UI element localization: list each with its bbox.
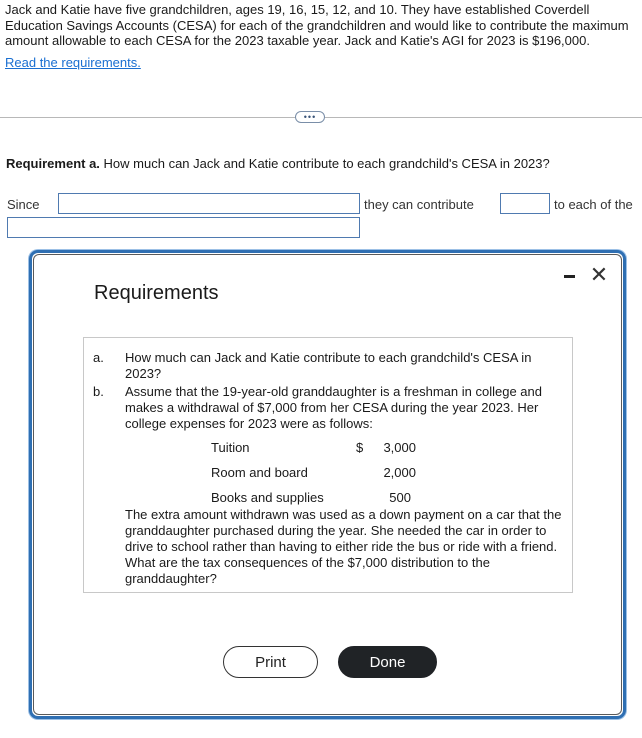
contribute-label: they can contribute	[364, 197, 474, 212]
expense-row	[211, 490, 411, 506]
expense-row	[211, 465, 416, 481]
requirements-list	[83, 337, 573, 593]
each-of-the-label: to each of the	[554, 197, 633, 212]
answer-field-reason[interactable]	[58, 193, 360, 214]
expense-amount: 2,000	[383, 465, 416, 480]
item-b-text: Assume that the 19-year-old granddaughter is a freshman in college and makes a withdrawal of $7,000 from her CESA during the year 2023. Her college expenses for 2023 were as follows:	[125, 384, 542, 431]
print-button[interactable]: Print	[223, 646, 318, 678]
expense-label: Books and supplies	[211, 490, 324, 505]
expense-label: Room and board	[211, 465, 308, 480]
minimize-icon[interactable]	[560, 266, 578, 284]
expense-currency: $	[356, 440, 364, 455]
answer-field-amount[interactable]	[500, 193, 550, 214]
expense-row	[211, 440, 416, 456]
dialog-title: Requirements	[94, 282, 219, 304]
close-icon[interactable]: ✕	[589, 262, 609, 287]
item-b-letter: b.	[93, 384, 104, 399]
requirement-a-label: Requirement a.	[6, 156, 100, 171]
expand-button[interactable]: •••	[295, 111, 325, 123]
since-label: Since	[7, 197, 40, 212]
expense-amount: 3,000	[383, 440, 416, 455]
problem-intro: Jack and Katie have five grandchildren, ages 19, 16, 15, 12, and 10. They have established Coverdell Education Savings Accounts (CESA) for each of the grandchildren and would like to contribute the maximum amount allowable to each CESA for the 2023 taxable year. Jack and Katie's AGI for 2023 is $196,000.	[5, 2, 629, 48]
requirements-dialog	[29, 250, 626, 719]
requirement-a-text: How much can Jack and Katie contribute to each grandchild's CESA in 2023?	[103, 156, 550, 171]
expense-label: Tuition	[211, 440, 250, 455]
item-a-letter: a.	[93, 350, 104, 365]
done-button[interactable]: Done	[338, 646, 437, 678]
read-requirements-link[interactable]: Read the requirements.	[5, 55, 141, 70]
item-a-text: How much can Jack and Katie contribute to each grandchild's CESA in 2023?	[125, 350, 532, 381]
expense-amount: 500	[389, 490, 411, 505]
answer-field-who[interactable]	[7, 217, 360, 238]
item-b-followup: The extra amount withdrawn was used as a down payment on a car that the granddaughter purchased during the year. She needed the car in order to drive to school rather than having to either ride the bus or ride with a friend. What are the tax consequences of the $7,000 distribution to the granddaughter?	[125, 507, 562, 586]
requirement-a-question	[6, 156, 550, 171]
